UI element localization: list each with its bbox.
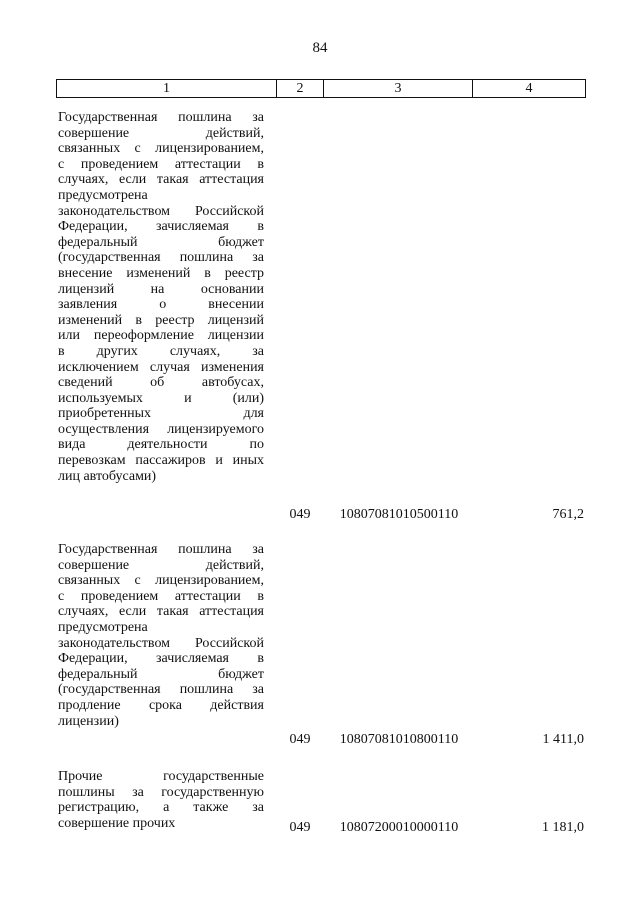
- description-line: предусмотрена: [58, 619, 148, 635]
- column-header-4: 4: [473, 80, 586, 98]
- description-line: продление срока действия: [58, 697, 264, 713]
- description-line: Федерации, зачисляемая в: [58, 651, 264, 667]
- description-line: сведений об автобусах,: [58, 375, 264, 391]
- row-description: [58, 542, 264, 729]
- column-header-table: [56, 79, 586, 98]
- description-line: случаях, если такая аттестация: [58, 172, 264, 188]
- description-line: (государственная пошлина за: [58, 682, 264, 698]
- description-line: приобретенных для: [58, 406, 264, 422]
- description-line: перевозкам пассажиров и иных: [58, 453, 264, 469]
- description-line: осуществления лицензируемого: [58, 421, 264, 437]
- description-line: связанных с лицензированием,: [58, 573, 264, 589]
- description-line: пошлины за государственную: [58, 784, 264, 800]
- description-line: федеральный бюджет: [58, 234, 264, 250]
- column-header-2: 2: [277, 80, 324, 98]
- column-header-3: 3: [324, 80, 473, 98]
- description-line: связанных с лицензированием,: [58, 141, 264, 157]
- description-line: законодательством Российской: [58, 203, 264, 219]
- description-line: изменений в реестр лицензий: [58, 312, 264, 328]
- description-line: совершение действий,: [58, 557, 264, 573]
- description-line: совершение действий,: [58, 125, 264, 141]
- description-line: Прочие государственные: [58, 769, 264, 784]
- description-line: или переоформление лицензии: [58, 328, 264, 344]
- description-line: в других случаях, за: [58, 343, 264, 359]
- description-line: лицензий на основании: [58, 281, 264, 297]
- description-line: законодательством Российской: [58, 635, 264, 651]
- classification-code-cell: 10807081010800110: [339, 732, 459, 747]
- description-line: с проведением аттестации в: [58, 156, 264, 172]
- description-line: с проведением аттестации в: [58, 588, 264, 604]
- page-number: 84: [312, 40, 328, 56]
- admin-code-cell: 049: [289, 732, 311, 747]
- amount-cell: 1 181,0: [542, 820, 584, 835]
- description-line: Федерации, зачисляемая в: [58, 219, 264, 235]
- column-header-1: 1: [57, 80, 277, 98]
- description-line: совершение прочих: [58, 815, 176, 831]
- amount-cell: 1 411,0: [542, 732, 584, 747]
- description-line: лиц автобусами): [58, 468, 157, 484]
- description-line: вида деятельности по: [58, 437, 264, 453]
- column-header-row: [57, 80, 586, 98]
- description-line: внесение изменений в реестр: [58, 265, 264, 281]
- description-line: предусмотрена: [58, 187, 148, 203]
- description-line: исключением случая изменения: [58, 359, 264, 375]
- description-line: Государственная пошлина за: [58, 542, 264, 557]
- admin-code-cell: 049: [289, 820, 311, 835]
- amount-cell: 761,2: [552, 507, 584, 522]
- row-description: [58, 769, 264, 831]
- description-line: Государственная пошлина за: [58, 110, 264, 125]
- classification-code-cell: 10807081010500110: [339, 507, 459, 522]
- admin-code-cell: 049: [289, 507, 311, 522]
- description-line: случаях, если такая аттестация: [58, 604, 264, 620]
- description-line: регистрацию, а также за: [58, 800, 264, 816]
- description-line: лицензии): [58, 713, 119, 729]
- description-line: (государственная пошлина за: [58, 250, 264, 266]
- description-line: используемых и (или): [58, 390, 264, 406]
- description-line: федеральный бюджет: [58, 666, 264, 682]
- row-description: [58, 110, 264, 484]
- classification-code-cell: 10807200010000110: [339, 820, 459, 835]
- description-line: заявления о внесении: [58, 297, 264, 313]
